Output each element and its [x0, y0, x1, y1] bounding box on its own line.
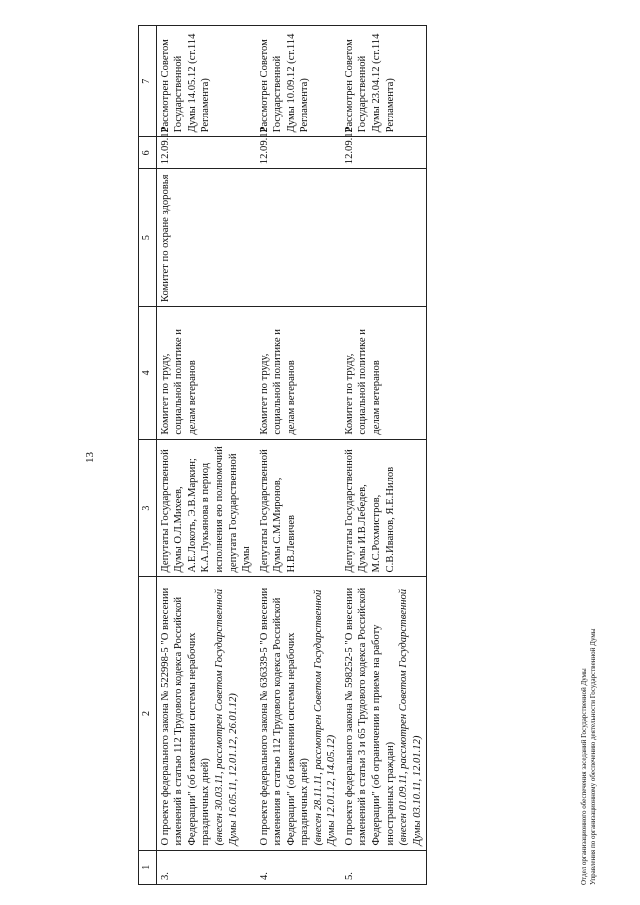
bill-status: Рассмотрен Советом Государственной Думы 14.05.12 (ст.114 Регламента) — [156, 26, 255, 137]
responsible-committee: Комитет по труду, социальной политике и делам ветеранов — [156, 307, 255, 440]
bill-history: (внесен 01.09.11, рассмотрен Советом Государственной Думы 03.10.11, 12.01.12) — [398, 588, 423, 846]
bills-table — [138, 25, 427, 885]
bill-authors: Депутаты Государственной Думы И.В.Лебедев, М.С.Рохмистров, С.В.Иванов, Я.Е.Нилов — [341, 439, 427, 577]
bill-description — [341, 577, 427, 850]
page-number: 13 — [84, 452, 96, 463]
row-number: 5. — [341, 850, 427, 884]
col-header-7: 7 — [139, 26, 157, 137]
table-row — [341, 26, 427, 885]
footer-line-2: Управления по организационному обеспечению деятельности Государственной Думы — [589, 628, 598, 885]
page-footer — [580, 629, 599, 885]
col-header-1: 1 — [139, 850, 157, 884]
review-date: 12.09.12 — [341, 137, 427, 169]
bill-status: Рассмотрен Советом Государственной Думы 23.04.12 (ст.114 Регламента) — [341, 26, 427, 137]
responsible-committee: Комитет по труду, социальной политике и делам ветеранов — [341, 307, 427, 440]
footer-line-1: Отдел организационного обеспечения заседаний Государственной Думы — [580, 668, 588, 885]
col-header-5: 5 — [139, 169, 157, 307]
bill-status: Рассмотрен Советом Государственной Думы 10.09.12 (ст.114 Регламента) — [256, 26, 341, 137]
table-row — [156, 26, 255, 885]
bill-history: (внесен 28.11.11, рассмотрен Советом Государственной Думы 12.01.12, 14.05.12) — [312, 589, 338, 846]
table-header-row — [139, 26, 157, 885]
col-header-6: 6 — [139, 137, 157, 169]
bill-title: О проекте федерального закона № 598252-5 "О внесении изменений в статьи 3 и 65 Трудового кодекса Российской Федерации" (об ограничении в приеме на работу иностранных граждан) — [343, 587, 396, 846]
bill-authors: Депутаты Государственной Думы С.М.Миронов, Н.В.Левичев — [256, 439, 341, 577]
responsible-committee: Комитет по труду, социальной политике и делам ветеранов — [256, 307, 341, 440]
bill-description — [256, 577, 341, 850]
bill-authors: Депутаты Государственной Думы О.Л.Михеев, А.Е.Локоть, Э.В.Маркин; К.А.Лукьянова в период исполнения ею полномочий депутата Государственной Думы — [156, 439, 255, 577]
col-header-4: 4 — [139, 307, 157, 440]
co-executor-committee — [341, 169, 427, 307]
table-row — [256, 26, 341, 885]
col-header-3: 3 — [139, 439, 157, 577]
bill-title: О проекте федерального закона № 522998-5 "О внесении изменений в статью 112 Трудового кодекса Российской Федерации" (об изменении системы нерабочих праздничных дней) — [159, 587, 212, 846]
bill-description — [156, 577, 255, 850]
co-executor-committee: Комитет по охране здоровья — [156, 169, 255, 307]
co-executor-committee — [256, 169, 341, 307]
bill-history: (внесен 30.03.11, рассмотрен Советом Государственной Думы 16.05.11, 12.01.12, 26.01.12) — [213, 588, 239, 846]
col-header-2: 2 — [139, 577, 157, 850]
row-number: 4. — [256, 850, 341, 884]
review-date: 12.09.12 — [256, 137, 341, 169]
row-number: 3. — [156, 850, 255, 884]
review-date: 12.09.12 — [156, 137, 255, 169]
bill-title: О проекте федерального закона № 636339-5 "О внесении изменения в статью 112 Трудового кодекса Российской Федерации" (об изменении системы нерабочих праздничных дней) — [258, 587, 311, 846]
